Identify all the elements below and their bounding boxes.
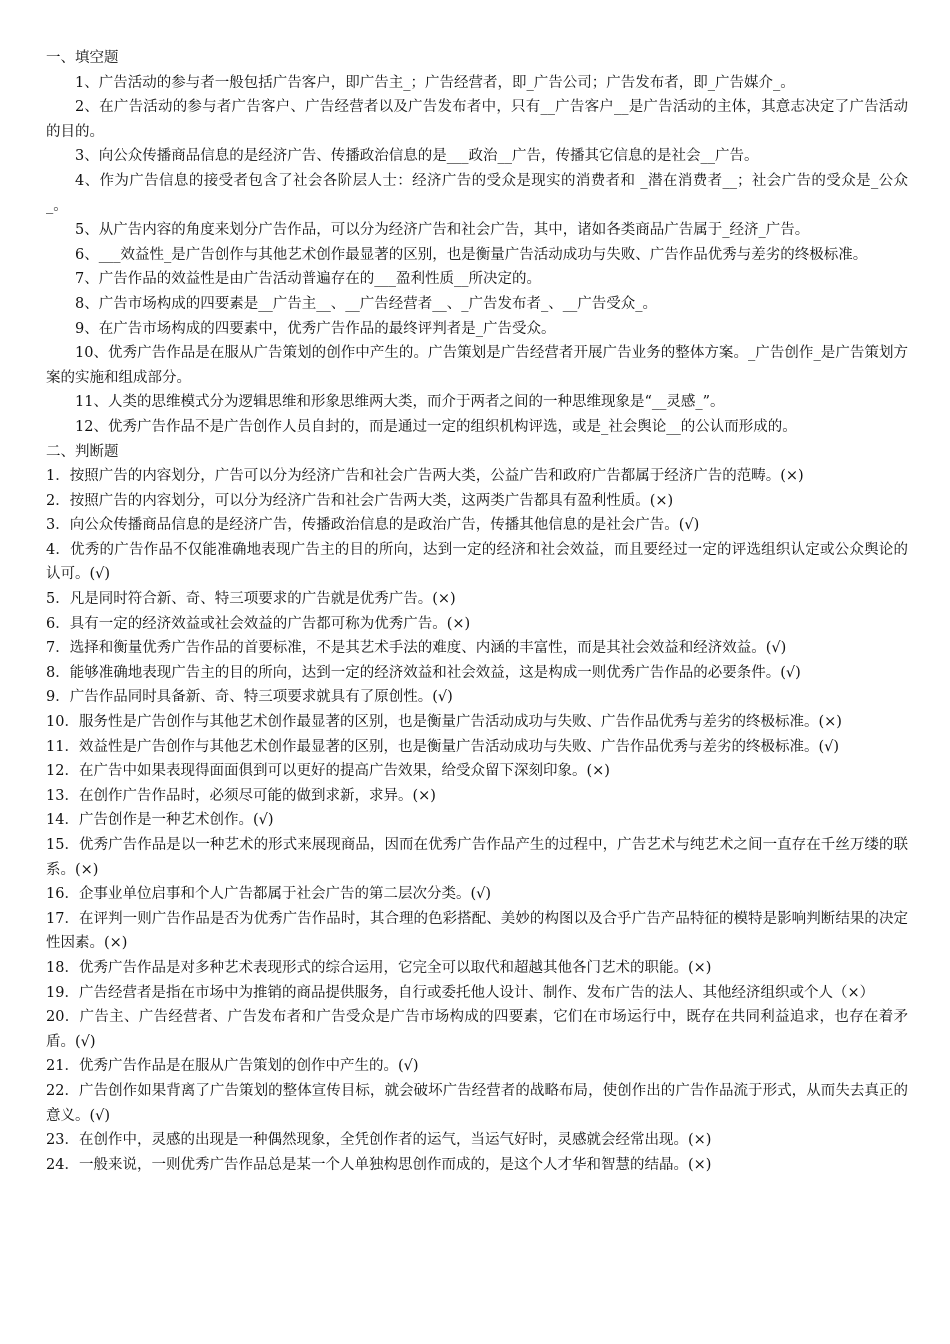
true-false-item: 4．优秀的广告作品不仅能准确地表现广告主的目的所向，达到一定的经济和社会效益，而且要经过一定的评选组织认定或公众舆论的认可。(√): [46, 541, 908, 583]
true-false-item: 19．广告经营者是指在市场中为推销的商品提供服务，自行或委托他人设计、制作、发布广告的法人、其他经济组织或个人（×）: [46, 984, 875, 1001]
true-false-item: 5．凡是同时符合新、奇、特三项要求的广告就是优秀广告。(×): [46, 591, 456, 608]
true-false-item: 24．一般来说，一则优秀广告作品总是某一个人单独构思创作而成的，是这个人才华和智慧的结晶。(×): [46, 1156, 712, 1173]
fill-in-item: 9、在广告市场构成的四要素中，优秀广告作品的最终评判者是_广告受众。: [75, 320, 556, 337]
true-false-item: 14．广告创作是一种艺术创作。(√): [46, 812, 274, 829]
section-title-fill-in: 一、填空题: [46, 50, 119, 66]
true-false-item: 22．广告创作如果背离了广告策划的整体宣传目标，就会破坏广告经营者的战略布局，使创作出的广告作品流于形式，从而失去真正的意义。(√): [46, 1082, 908, 1124]
fill-in-item: 1、广告活动的参与者一般包括广告客户，即广告主_；广告经营者，即_广告公司；广告发布者，即_广告媒介_。: [75, 74, 795, 91]
true-false-item: 15．优秀广告作品是以一种艺术的形式来展现商品，因而在优秀广告作品产生的过程中，广告艺术与纯艺术之间一直存在千丝万缕的联系。(×): [46, 837, 908, 878]
true-false-item: 6．具有一定的经济效益或社会效益的广告都可称为优秀广告。(×): [46, 615, 471, 632]
true-false-item: 9．广告作品同时具备新、奇、特三项要求就具有了原创性。(√): [46, 689, 453, 706]
fill-in-item: 2、在广告活动的参与者广告客户、广告经营者以及广告发布者中，只有__广告客户__是广告活动的主体，其意志决定了广告活动的目的。: [46, 99, 908, 140]
fill-in-questions: [46, 71, 908, 440]
true-false-item: 16．企事业单位启事和个人广告都属于社会广告的第二层次分类。(√): [46, 886, 492, 903]
true-false-item: 13．在创作广告作品时，必须尽可能的做到求新，求异。(×): [46, 787, 436, 804]
true-false-item: 11．效益性是广告创作与其他艺术创作最显著的区别，也是衡量广告活动成功与失败、广告作品优秀与差劣的终极标准。(√): [46, 738, 839, 755]
fill-in-item: 10、优秀广告作品是在服从广告策划的创作中产生的。广告策划是广告经营者开展广告业务的整体方案。_广告创作_是广告策划方案的实施和组成部分。: [46, 345, 908, 386]
true-false-item: 10．服务性是广告创作与其他艺术创作最显著的区别，也是衡量广告活动成功与失败、广告作品优秀与差劣的终极标准。(×): [46, 714, 842, 731]
fill-in-item: 4、作为广告信息的接受者包含了社会各阶层人士：经济广告的受众是现实的消费者和 _潜在消费者__；社会广告的受众是_公众_。: [46, 172, 908, 214]
fill-in-item: 12、优秀广告作品不是广告创作人员自封的，而是通过一定的组织机构评选，或是_社会舆论__的公认而形成的。: [75, 418, 797, 435]
true-false-item: 12．在广告中如果表现得面面俱到可以更好的提高广告效果，给受众留下深刻印象。(×): [46, 763, 610, 780]
true-false-questions: [46, 464, 908, 1177]
true-false-item: 7．选择和衡量优秀广告作品的首要标准，不是其艺术手法的难度、内涵的丰富性，而是其社会效益和经济效益。(√): [46, 640, 787, 657]
fill-in-item: 3、向公众传播商品信息的是经济广告、传播政治信息的是___政治__广告，传播其它信息的是社会__广告。: [75, 148, 759, 165]
true-false-item: 1．按照广告的内容划分，广告可以分为经济广告和社会广告两大类，公益广告和政府广告都属于经济广告的范畴。(×): [46, 468, 804, 485]
true-false-item: 3．向公众传播商品信息的是经济广告，传播政治信息的是政治广告，传播其他信息的是社会广告。(√): [46, 517, 700, 534]
true-false-item: 20．广告主、广告经营者、广告发布者和广告受众是广告市场构成的四要素，它们在市场运行中，既存在共同利益追求，也存在着矛盾。(√): [46, 1009, 908, 1050]
fill-in-item: 7、广告作品的效益性是由广告活动普遍存在的___盈利性质__所决定的。: [75, 271, 541, 288]
true-false-item: 17．在评判一则广告作品是否为优秀广告作品时，其合理的色彩搭配、美妙的构图以及合乎广告产品特征的模特是影响判断结果的决定性因素。(×): [46, 910, 908, 952]
fill-in-item: 5、从广告内容的角度来划分广告作品，可以分为经济广告和社会广告，其中，诸如各类商品广告属于_经济_广告。: [75, 222, 810, 239]
true-false-item: 21．优秀广告作品是在服从广告策划的创作中产生的。(√): [46, 1058, 419, 1075]
fill-in-item: 8、广告市场构成的四要素是__广告主__、__广告经营者__、_广告发布者_、__广告受众_。: [75, 295, 657, 312]
section-title-true-false: 二、判断题: [46, 443, 119, 460]
true-false-item: 23．在创作中，灵感的出现是一种偶然现象，全凭创作者的运气，当运气好时，灵感就会经常出现。(×): [46, 1132, 712, 1149]
true-false-item: 2．按照广告的内容划分，可以分为经济广告和社会广告两大类，这两类广告都具有盈利性质。(×): [46, 492, 674, 509]
fill-in-item: 11、人类的思维模式分为逻辑思维和形象思维两大类，而介于两者之间的一种思维现象是“__灵感_”。: [75, 394, 725, 411]
true-false-item: 18．优秀广告作品是对多种艺术表现形式的综合运用，它完全可以取代和超越其他各门艺术的职能。(×): [46, 959, 712, 976]
fill-in-item: 6、___效益性_是广告创作与其他艺术创作最显著的区别，也是衡量广告活动成功与失败、广告作品优秀与差劣的终极标准。: [75, 246, 868, 263]
true-false-item: 8．能够准确地表现广告主的目的所向，达到一定的经济效益和社会效益，这是构成一则优秀广告作品的必要条件。(√): [46, 664, 801, 681]
